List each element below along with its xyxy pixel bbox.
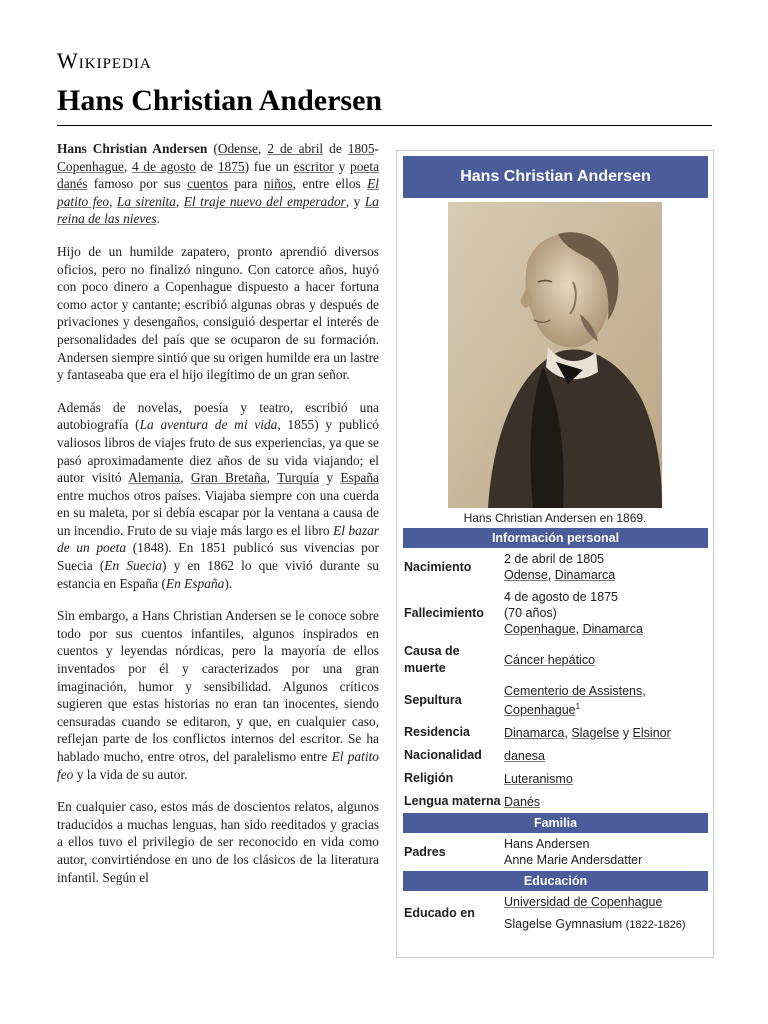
portrait-caption: Hans Christian Andersen en 1869. (463, 511, 647, 525)
link-language[interactable]: Danés (504, 794, 541, 809)
link-death-date[interactable]: 4 de agosto (132, 158, 196, 174)
paragraph-2: Hijo de un humilde zapatero, pronto aprendió diversos oficios, pero no finalizó ninguno. Con catorce años, huyó con poco dinero a Copenhague dispuesto a hacer fortuna como actor y cantante; escribió algunas obras y después de privaciones y desengaños, consiguió despertar el interés de personalidades del país que se ocuparon de su formación. Andersen siempre sintió que su origen humilde era un lastre y fantaseaba que era el hijo ilegítimo de un gran señor. (57, 243, 379, 383)
row-language: Lengua materna Danés (404, 794, 541, 809)
link-res-dinamarca[interactable]: Dinamarca (504, 725, 565, 740)
link-res-elsinor[interactable]: Elsinor (632, 725, 671, 740)
link-ninos[interactable]: niños (263, 176, 293, 192)
section-personal: Información personal (403, 528, 708, 548)
link-turquia[interactable]: Turquía (277, 470, 319, 486)
link-gran-bretana[interactable]: Gran Bretaña (190, 470, 267, 486)
link-alemania[interactable]: Alemania (128, 470, 181, 486)
link-religion[interactable]: Luteranismo (504, 771, 573, 786)
link-death-country[interactable]: Dinamarca (582, 622, 643, 636)
paragraph-3: Además de novelas, poesía y teatro, escribió una autobiografía (La aventura de mi vida, 1855) y publicó valiosos libros de viajes fruto de sus experiencias, ya que se pasó aproximadamente diez años de su vida viajando; el autor visitó Alemania, Gran Bretaña, Turquía y España entre muchos otros países. Viajaba siempre con una cuerda en su maleta, por si debía escapar por la ventana a causa de un incendio. Fruto de su viaje más largo es el libro El bazar de un poeta (1848). En 1851 publicó sus vivencias por Suecia (En Suecia) y en 1862 lo que vivió durante su estancia en España (En España). (57, 399, 379, 591)
row-death: Fallecimiento 4 de agosto de 1875 (70 años) Copenhague, Dinamarca (404, 590, 643, 636)
page-title: Hans Christian Andersen (57, 84, 383, 117)
link-cuentos[interactable]: cuentos (187, 176, 229, 192)
row-educated: Educado en Universidad de Copenhague Slagelse Gymnasium (1822-1826) (404, 895, 686, 932)
section-family: Familia (403, 813, 708, 833)
link-escritor[interactable]: escritor (293, 158, 334, 174)
education-table (397, 891, 713, 936)
link-poeta[interactable]: poeta (350, 158, 380, 174)
link-birth-city[interactable]: Odense (504, 568, 548, 582)
section-education: Educación (403, 871, 708, 891)
link-burial-city[interactable]: Copenhague (504, 703, 576, 718)
link-birth-country[interactable]: Dinamarca (554, 568, 616, 582)
row-cause: Causa de muerte Cáncer hepático (404, 644, 596, 675)
link-death-year[interactable]: 1875 (217, 158, 245, 174)
link-danes[interactable]: danés (57, 176, 88, 192)
personal-info-table (397, 548, 713, 813)
link-res-slagelse[interactable]: Slagelse (571, 725, 620, 740)
subject-name: Hans Christian Andersen (57, 141, 208, 156)
link-cause[interactable]: Cáncer hepático (504, 653, 596, 667)
row-nationality: Nacionalidad danesa (404, 748, 546, 763)
row-parents: Padres Hans Andersen Anne Marie Andersdatter (404, 837, 643, 868)
link-odense[interactable]: Odense (217, 141, 258, 156)
paragraph-4: Sin embargo, a Hans Christian Andersen se le conoce sobre todo por sus cuentos infantiles, algunos inspirados en cuentos y leyendas nórdicas, pero la mayoría de ellos inventados por él y caracterizados por una gran imaginación, humor y sensibilidad. Algunos críticos sugieren que estas historias no eran tan inocentes, siendo censuradas cuando se editaron, y que, en cualquier caso, reflejan parte de los conflictos internos del escritor. Se ha hablado mucho, entre otros, del paralelismo entre El patito feo y la vida de su autor. (57, 608, 379, 782)
link-la-reina-de-las-nieves[interactable]: La reina de las nieves (57, 193, 379, 227)
family-table (397, 833, 713, 871)
link-birth-year[interactable]: 1805 (347, 141, 375, 156)
paragraph-5: En cualquier caso, estos más de doscientos relatos, algunos traducidos a muchas lenguas, han sido reeditados y gracias a ellos tuvo el privilegio de ser reconocido en vida como autor, convirtiéndose en uno de los clásicos de la literatura infantil. Según el (57, 799, 379, 885)
link-death-city[interactable]: Copenhague (504, 622, 576, 636)
row-birth: Nacimiento 2 de abril de 1805 Odense, Dinamarca (404, 552, 616, 582)
link-el-patito-feo[interactable]: El patito feo (57, 176, 379, 209)
link-copenhague[interactable]: Copenhague (57, 158, 124, 174)
row-residence: Residencia Dinamarca, Slagelse y Elsinor (404, 725, 671, 740)
row-religion: Religión Luteranismo (404, 771, 573, 786)
portrait-image[interactable] (448, 202, 662, 508)
link-espana[interactable]: España (340, 470, 379, 486)
row-burial: Sepultura Cementerio de Assistens, Copenhague$^1$ (404, 684, 646, 718)
infobox-title: Hans Christian Andersen (403, 156, 708, 198)
reference-marker[interactable]: 1 (575, 702, 581, 711)
link-cemetery[interactable]: Cementerio de Assistens, (504, 684, 646, 698)
link-university[interactable]: Universidad de Copenhague (504, 895, 663, 910)
infobox (396, 150, 714, 958)
link-birth-date[interactable]: 2 de abril (267, 141, 324, 156)
intro-paragraph: Hans Christian Andersen (Odense, 2 de abril de 1805-Copenhague, 4 de agosto de 1875) fue un escritor y poeta danés famoso por sus cuentos para niños, entre ellos El patito feo, La sirenita, El traje nuevo del emperador, y La reina de las nieves. (57, 141, 380, 227)
article-body (57, 140, 379, 901)
title-divider (57, 125, 712, 126)
wikipedia-logo[interactable]: Wikipedia (57, 48, 152, 73)
link-la-sirenita[interactable]: La sirenita (116, 193, 176, 209)
link-nationality[interactable]: danesa (504, 748, 546, 763)
link-el-traje-nuevo[interactable]: El traje nuevo del emperador (183, 193, 346, 209)
